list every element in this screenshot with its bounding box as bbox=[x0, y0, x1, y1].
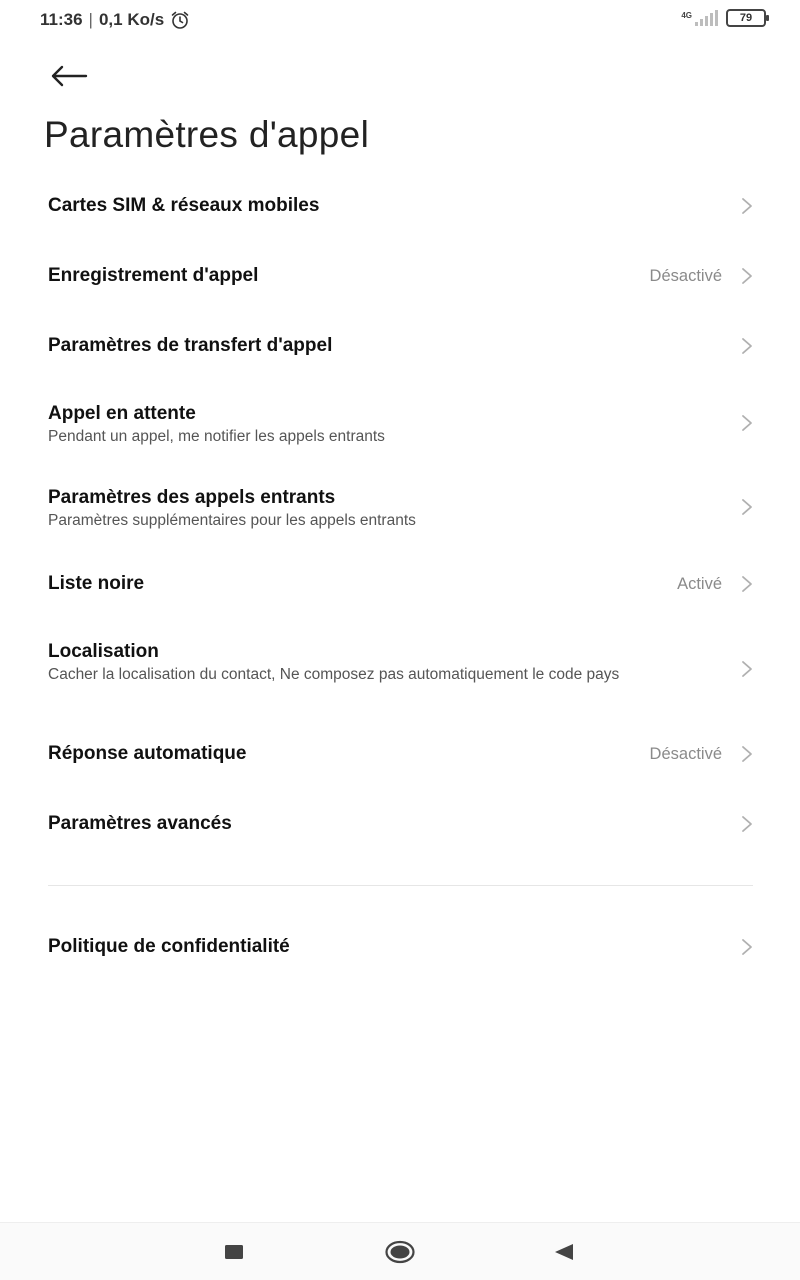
row-title: Appel en attente bbox=[48, 403, 196, 424]
privacy-policy-row[interactable] bbox=[0, 929, 800, 965]
system-navigation-bar bbox=[0, 1222, 800, 1280]
status-time: 11:36 bbox=[40, 10, 83, 29]
row-status-value: Désactivé bbox=[649, 744, 722, 763]
row-subtitle: Cacher la localisation du contact, Ne composez pas automatiquement le code pays bbox=[48, 666, 620, 683]
call-waiting-row[interactable] bbox=[0, 400, 800, 446]
row-title: Enregistrement d'appel bbox=[48, 265, 259, 286]
row-text bbox=[48, 742, 710, 766]
row-text bbox=[48, 572, 710, 596]
chevron-right-icon bbox=[738, 745, 756, 763]
row-title: Paramètres des appels entrants bbox=[48, 487, 336, 508]
section-divider bbox=[48, 885, 753, 886]
row-text bbox=[48, 402, 710, 445]
row-text bbox=[48, 264, 710, 288]
chevron-right-icon bbox=[738, 267, 756, 285]
row-title: Liste noire bbox=[48, 573, 145, 594]
chevron-right-icon bbox=[738, 197, 756, 215]
arrow-left-icon bbox=[50, 65, 88, 87]
status-left bbox=[40, 10, 190, 30]
row-text bbox=[48, 640, 710, 683]
row-subtitle: Pendant un appel, me notifier les appels entrants bbox=[48, 428, 385, 445]
row-title: Localisation bbox=[48, 641, 159, 662]
alarm-clock-icon bbox=[170, 10, 190, 30]
location-row[interactable] bbox=[0, 638, 800, 702]
auto-answer-row[interactable] bbox=[0, 736, 800, 772]
network-speed: 0,1 Ko/s bbox=[98, 10, 165, 29]
recent-apps-icon bbox=[223, 1243, 245, 1261]
chevron-right-icon bbox=[738, 337, 756, 355]
row-title: Réponse automatique bbox=[48, 743, 247, 764]
chevron-right-icon bbox=[738, 938, 756, 956]
signal-icon bbox=[695, 10, 718, 26]
row-text bbox=[48, 194, 710, 218]
row-title: Cartes SIM & réseaux mobiles bbox=[48, 195, 320, 216]
network-type-label: 4G bbox=[681, 11, 692, 20]
chevron-right-icon bbox=[738, 498, 756, 516]
advanced-settings-row[interactable] bbox=[0, 806, 800, 842]
page-title: Paramètres d'appel bbox=[44, 114, 370, 155]
back-triangle-icon bbox=[552, 1242, 576, 1262]
call-recording-row[interactable] bbox=[0, 258, 800, 294]
row-title: Paramètres de transfert d'appel bbox=[48, 335, 333, 356]
home-icon bbox=[384, 1239, 416, 1265]
row-text bbox=[48, 935, 710, 959]
row-status-value: Désactivé bbox=[649, 266, 722, 285]
row-text bbox=[48, 486, 710, 529]
chevron-right-icon bbox=[738, 815, 756, 833]
incoming-calls-settings-row[interactable] bbox=[0, 484, 800, 530]
row-status-value: Activé bbox=[677, 574, 722, 593]
chevron-right-icon bbox=[738, 575, 756, 593]
status-right bbox=[681, 9, 766, 27]
blocklist-row[interactable] bbox=[0, 566, 800, 602]
status-separator: | bbox=[88, 10, 93, 29]
call-forwarding-row[interactable] bbox=[0, 328, 800, 364]
row-title: Paramètres avancés bbox=[48, 813, 232, 834]
back-button[interactable] bbox=[44, 56, 94, 96]
status-bar bbox=[0, 0, 800, 40]
sim-cards-mobile-networks-row[interactable] bbox=[0, 188, 800, 224]
row-text bbox=[48, 812, 710, 836]
chevron-right-icon bbox=[738, 660, 756, 678]
chevron-right-icon bbox=[738, 414, 756, 432]
row-title: Politique de confidentialité bbox=[48, 936, 290, 957]
recent-apps-button[interactable] bbox=[214, 1237, 254, 1267]
row-text bbox=[48, 334, 710, 358]
row-subtitle: Paramètres supplémentaires pour les appels entrants bbox=[48, 512, 416, 529]
battery-icon bbox=[726, 9, 766, 27]
back-nav-button[interactable] bbox=[544, 1237, 584, 1267]
home-button[interactable] bbox=[380, 1237, 420, 1267]
battery-level: 79 bbox=[739, 12, 753, 24]
